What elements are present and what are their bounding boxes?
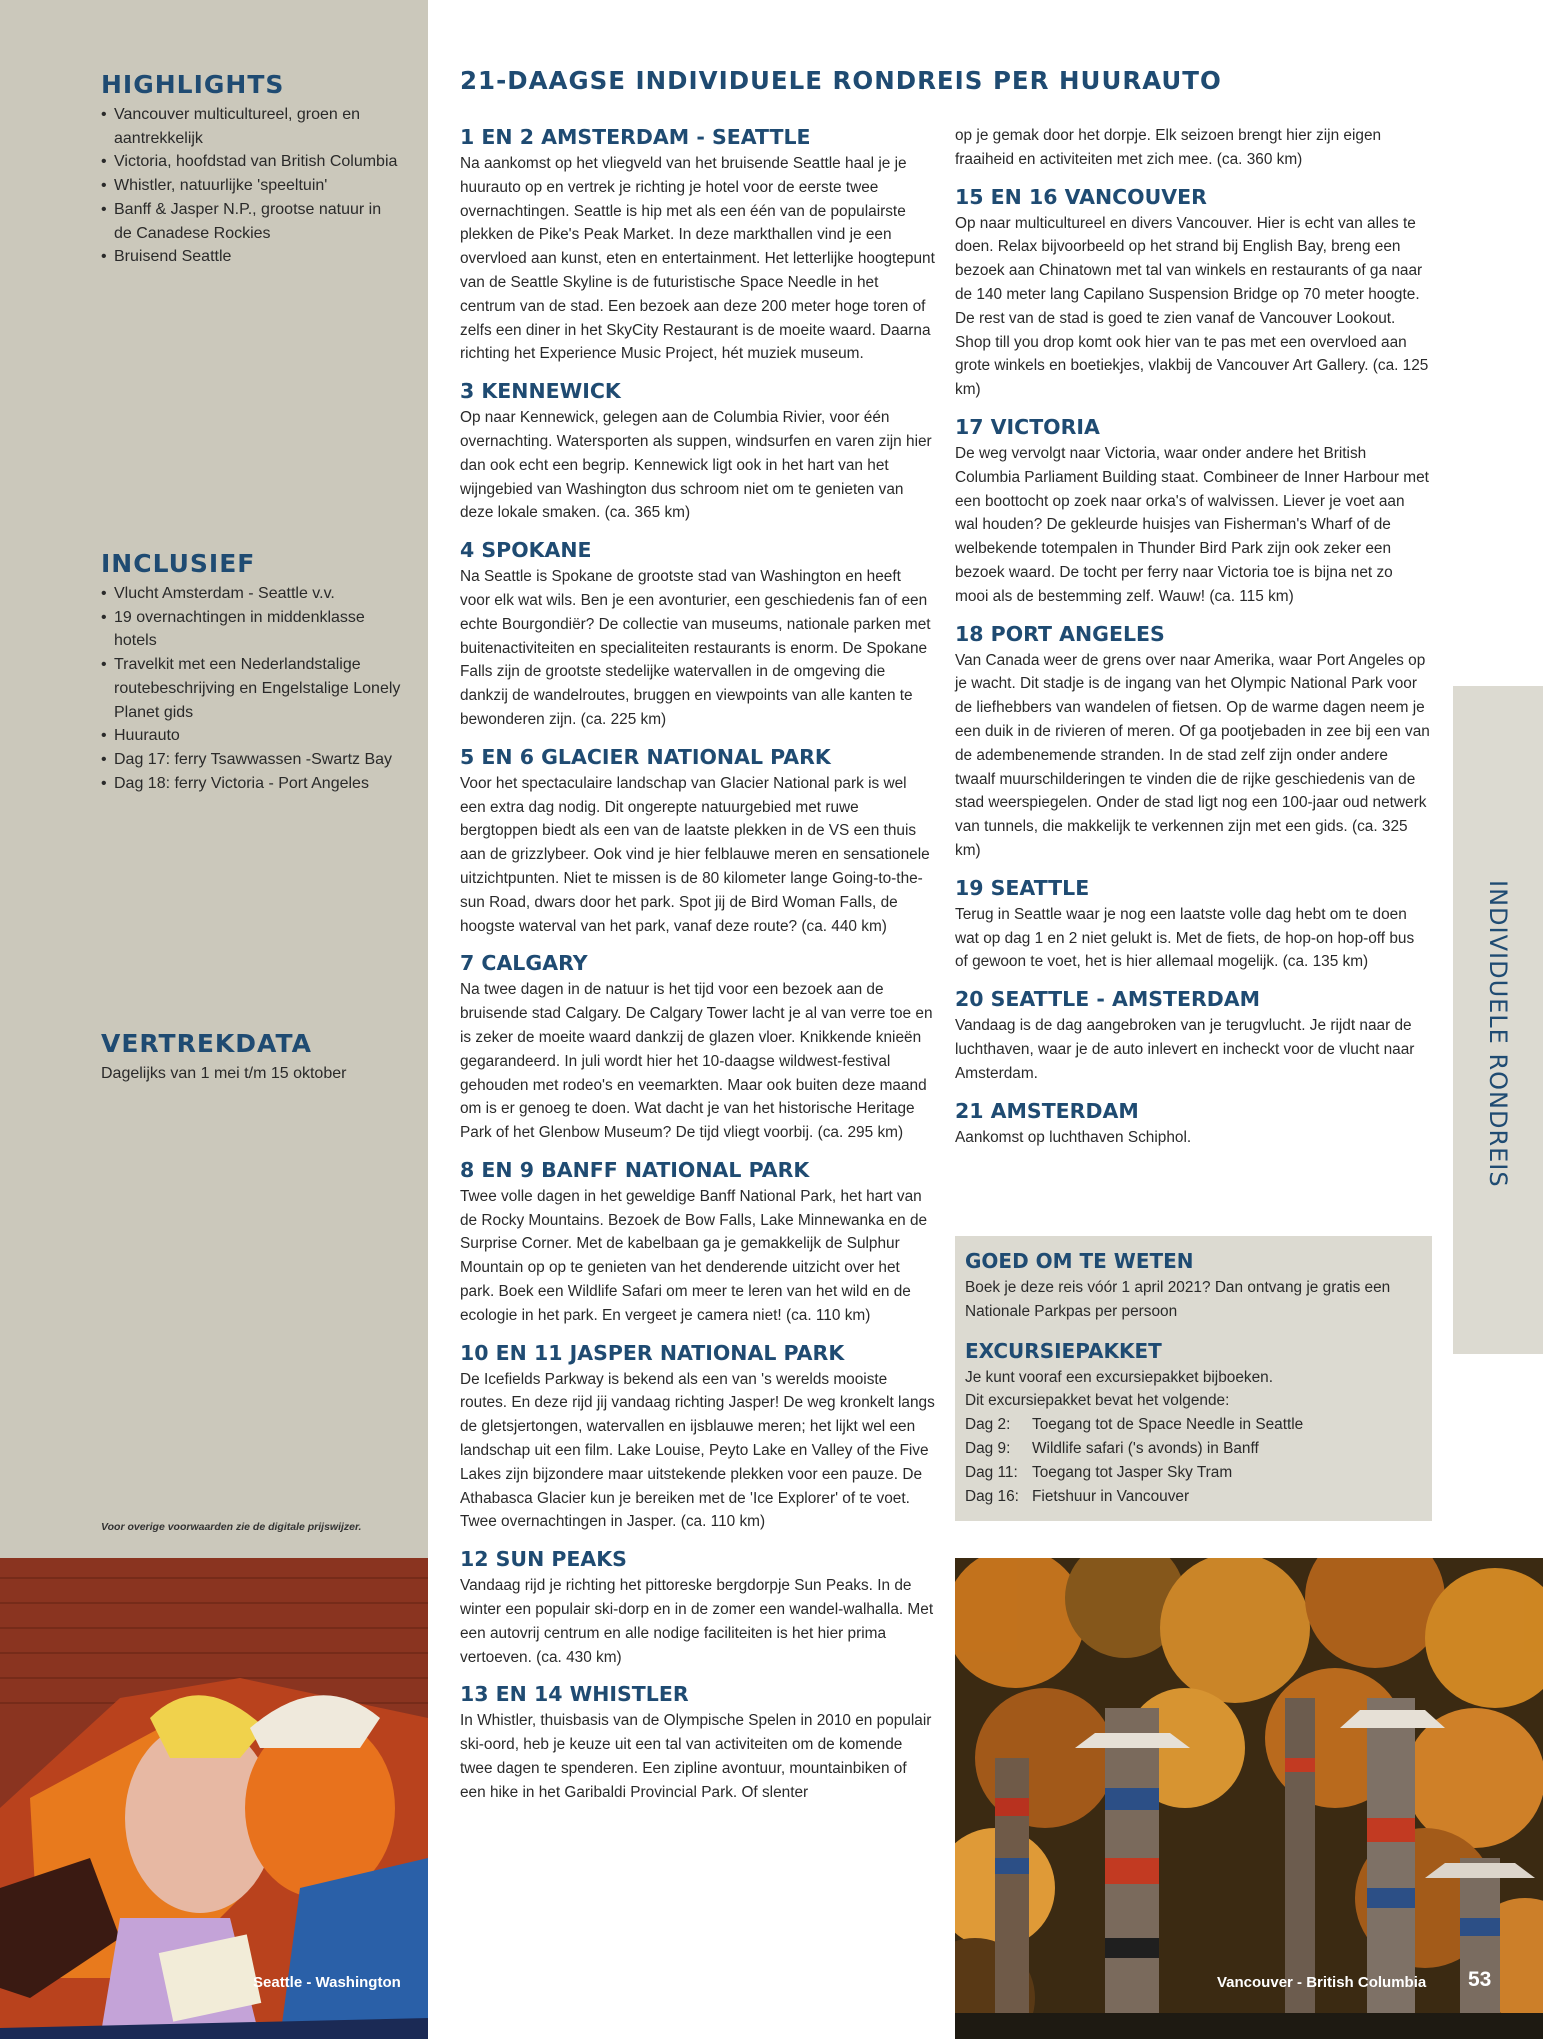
day-text: Op naar multicultureel en divers Vancouver. Hier is echt van alles te doen. Relax bijvoorbeeld op het strand bij English Bay, breng een bezoek aan Chinatown met tal van winkels en restaurants of ga naar de 140 meter lang Capilano Suspension Bridge op 70 meter hoogte. De rest van de stad is goed te zien vanaf de Vancouver Lookout. Shop till you drop komt ook hier van te pas met een overvloed aan grote winkels en boetiekjes, vlakbij de Vancouver Art Gallery. (ca. 125 km) — [955, 214, 1429, 399]
day-text: op je gemak door het dorpje. Elk seizoen brengt hier zijn eigen fraaiheid en activiteiten met zich mee. (ca. 360 km) — [955, 127, 1382, 168]
list-item: • Dag 18: ferry Victoria - Port Angeles — [101, 772, 401, 796]
day-text: In Whistler, thuisbasis van de Olympische Spelen in 2010 en populair ski-oord, heb je keuze uit een tal van activiteiten om de komende twee dagen te spenderen. Een zipline avontuur, mountainbiken of een hike in het Garibaldi Provincial Park. Of slenter — [460, 1712, 932, 1801]
day-text: Na aankomst op het vliegveld van het bruisende Seattle haal je je huurauto op en vertrek je richting je hotel voor de eerste twee overnachtingen. Seattle is hip met als een één van de populairste plekken de Pike's Peak Market. In deze markthallen vind je een overvloed aan kunst, eten en entertainment. Het letterlijke hoogtepunt van de Seattle Skyline is de futuristische Space Needle in het centrum van de stad. Een bezoek aan deze 200 meter hoge toren of zelfs een diner in het SkyCity Restaurant is de moeite waard. Daarna richting het Experience Music Project, hét muziek museum. — [460, 155, 935, 363]
day-text: Op naar Kennewick, gelegen aan de Columbia Rivier, voor één overnachting. Watersporten als suppen, windsurfen en varen zijn hier dan ook echt een begrip. Kennewick ligt ook in het hart van het wijngebied van Washington dus schroom niet om te genieten van deze lokale smaken. (ca. 365 km) — [460, 409, 932, 522]
day-text: Twee volle dagen in het geweldige Banff National Park, het hart van de Rocky Mountains. Bezoek de Bow Falls, Lake Minnewanka en de Surprise Corner. Met de kabelbaan ga je gemakkelijk de Sulphur Mountain op op te genieten van het denderende uitzicht over het park. Boek een Wildlife Safari om meer te leren van het wild en de ecologie in het park. En vergeet je camera niet! (ca. 110 km) — [460, 1187, 928, 1324]
day-heading: 19 SEATTLE — [955, 875, 1090, 900]
day-section — [460, 950, 935, 1145]
excursion-text: Toegang tot Jasper Sky Tram — [1032, 1463, 1233, 1481]
vancouver-totem-photo — [955, 1558, 1543, 2039]
itinerary-column-right — [955, 124, 1430, 1161]
list-item: • 19 overnachtingen in middenklasse hotels — [101, 606, 401, 653]
day-heading: 4 SPOKANE — [460, 538, 592, 563]
photo-caption-right: Vancouver - British Columbia — [1217, 1974, 1427, 1991]
day-heading: 13 EN 14 WHISTLER — [460, 1682, 689, 1707]
section-tab-label: INDIVIDUELE RONDREIS — [1484, 880, 1512, 1188]
day-section — [955, 875, 1430, 974]
conditions-note: Voor overige voorwaarden zie de digitale prijswijzer. — [101, 1521, 362, 1533]
excursion-intro-2: Dit excursiepakket bevat het volgende: — [965, 1392, 1230, 1410]
day-text: Na twee dagen in de natuur is het tijd voor een bezoek aan de bruisende stad Calgary. De Calgary Tower lacht je al van verre toe en is zeker de moeite waard dankzij de glazen vloer. Knikkende knieën gegarandeerd. In juli wordt hier het 10-daagse wildwest-festival gehouden met rodeo's en veemarkten. Maar ook buiten deze maand om is er genoeg te doen. Wat dacht je van het historische Heritage Park of het Glenbow Museum? De tijd vliegt voorbij. (ca. 295 km) — [460, 981, 933, 1142]
inclusief-section — [101, 549, 401, 795]
day-section — [955, 986, 1430, 1085]
day-heading: 10 EN 11 JASPER NATIONAL PARK — [460, 1340, 845, 1365]
vertrekdata-heading: VERTREKDATA — [101, 1029, 312, 1058]
day-text: Aankomst op luchthaven Schiphol. — [955, 1128, 1192, 1146]
day-text: Terug in Seattle waar je nog een laatste volle dag hebt om te doen wat op dag 1 en 2 niet gelukt is. Met de fiets, de hop-on hop-off bus of gewoon te voet, het is hier allemaal mogelijk. (ca. 135 km) — [955, 905, 1415, 971]
vertrekdata-section — [101, 1029, 401, 1086]
day-heading: 3 KENNEWICK — [460, 379, 621, 404]
day-section — [955, 621, 1430, 863]
list-item: • Vancouver multicultureel, groen en aantrekkelijk — [101, 103, 401, 150]
day-section — [460, 744, 935, 939]
day-section — [460, 1157, 935, 1328]
good-to-know-text: Boek je deze reis vóór 1 april 2021? Dan ontvang je gratis een Nationale Parkpas per persoon — [965, 1279, 1391, 1320]
day-continuation — [955, 124, 1430, 172]
excursion-heading: EXCURSIEPAKKET — [965, 1338, 1162, 1363]
list-item: • Travelkit met een Nederlandstalige routebeschrijving en Engelstalige Lonely Planet gids — [101, 653, 401, 724]
day-section — [955, 184, 1430, 402]
excursion-day: Dag 11: — [965, 1463, 1018, 1481]
excursion-day: Dag 9: — [965, 1439, 1011, 1457]
excursion-item — [965, 1437, 1422, 1461]
day-text: De weg vervolgt naar Victoria, waar onder andere het British Columbia Parliament Building staat. Combineer de Inner Harbour met een boottocht op zoek naar orka's of walvissen. Liever je voet aan wal houden? De gekleurde huisjes van Fisherman's Wharf of de welbekende totempalen in Thunder Bird Park zijn ook zeker een bezoek waard. De tocht per ferry naar Victoria toe is bijna net zo mooi als de bestemming zelf. Wauw! (ca. 115 km) — [955, 444, 1429, 605]
day-section — [460, 378, 935, 525]
day-text: De Icefields Parkway is bekend als een van 's werelds mooiste routes. En deze rijd jij vandaag richting Jasper! De weg kronkelt langs de gletsjertongen, watervallen en ijsblauwe meren; het lijkt wel een landschap uit een film. Lake Louise, Peyto Lake en Valley of the Five Lakes zijn bijzondere maar uitstekende plekken voor een pauze. De Athabasca Glacier kun je bereiken met de 'Ice Explorer' of te voet. Twee overnachtingen in Jasper. (ca. 110 km) — [460, 1370, 935, 1531]
day-heading: 15 EN 16 VANCOUVER — [955, 184, 1207, 209]
day-heading: 5 EN 6 GLACIER NATIONAL PARK — [460, 744, 831, 769]
day-heading: 7 CALGARY — [460, 951, 588, 976]
info-box — [955, 1236, 1432, 1521]
vertrekdata-text: Dagelijks van 1 mei t/m 15 oktober — [101, 1065, 347, 1082]
excursion-item — [965, 1413, 1422, 1437]
excursion-text: Wildlife safari ('s avonds) in Banff — [1032, 1439, 1259, 1457]
highlights-list — [101, 103, 401, 269]
highlights-heading: HIGHLIGHTS — [101, 70, 285, 99]
list-item: • Huurauto — [101, 724, 401, 748]
day-heading: 12 SUN PEAKS — [460, 1547, 627, 1572]
inclusief-list — [101, 582, 401, 795]
day-text: Vandaag rijd je richting het pittoreske bergdorpje Sun Peaks. In de winter een populair ski-dorp en in de zomer een wandel-walhalla. Met een autovrij centrum en alle nodige faciliteiten is het hier prima vertoeven. (ca. 430 km) — [460, 1577, 934, 1666]
list-item: • Dag 17: ferry Tsawwassen -Swartz Bay — [101, 748, 401, 772]
day-heading: 17 VICTORIA — [955, 414, 1100, 439]
list-item: • Banff & Jasper N.P., grootse natuur in de Canadese Rockies — [101, 198, 401, 245]
list-item: • Victoria, hoofdstad van British Columbia — [101, 150, 401, 174]
excursion-text: Fietshuur in Vancouver — [1032, 1487, 1190, 1505]
day-heading: 18 PORT ANGELES — [955, 621, 1165, 646]
excursion-intro: Je kunt vooraf een excursiepakket bijboeken. — [965, 1368, 1274, 1386]
list-item: • Vlucht Amsterdam - Seattle v.v. — [101, 582, 401, 606]
seattle-mural-photo — [0, 1558, 428, 2039]
day-text: Vandaag is de dag aangebroken van je terugvlucht. Je rijdt naar de luchthaven, waar je de auto inlevert en incheckt voor de vlucht naar Amsterdam. — [955, 1017, 1415, 1082]
day-section — [460, 537, 935, 732]
day-heading: 8 EN 9 BANFF NATIONAL PARK — [460, 1157, 810, 1182]
day-heading: 1 EN 2 AMSTERDAM - SEATTLE — [460, 125, 811, 149]
excursion-day: Dag 2: — [965, 1416, 1011, 1434]
day-section — [955, 414, 1430, 609]
day-text: Voor het spectaculaire landschap van Glacier National park is wel een extra dag nodig. Dit ongerepte natuurgebied met ruwe bergtoppen biedt als een van de laatste plekken in de VS een thuis aan de grizzlybeer. Ook vind je hier felblauwe meren en sensationele uitzichtpunten. Niet te missen is de 80 kilometer lange Going-to-the-sun Road, dwars door het park. Spot jij de Bird Woman Falls, de hoogste waterval van het park, vanaf deze route? (ca. 440 km) — [460, 774, 930, 935]
page-number: 53 — [1468, 1968, 1492, 1991]
excursion-day: Dag 16: — [965, 1487, 1019, 1505]
excursion-text: Toegang tot de Space Needle in Seattle — [1032, 1416, 1304, 1434]
day-section — [460, 1340, 935, 1535]
day-section — [955, 1098, 1430, 1150]
list-item: • Bruisend Seattle — [101, 245, 401, 269]
excursion-item — [965, 1461, 1422, 1485]
day-section — [460, 1546, 935, 1669]
day-section — [460, 1681, 935, 1804]
list-item: • Whistler, natuurlijke 'speeltuin' — [101, 174, 401, 198]
day-section — [460, 124, 935, 366]
photo-caption-left: Seattle - Washington — [253, 1974, 401, 1991]
excursion-item — [965, 1485, 1422, 1509]
itinerary-column-left — [460, 124, 935, 1817]
day-text: Van Canada weer de grens over naar Amerika, waar Port Angeles op je wacht. Dit stadje is de ingang van het Olympic National Park voor de liefhebbers van wandelen of fietsen. Op de warme dagen neem je een duik in de rivieren of meren. Of ga pootjebaden in zee bij een van de adembenemende stranden. In de stad zelf zijn onder andere twaalf muurschilderingen te vinden die de rijke geschiedenis van de stad weerspiegelen. Onder de stad ligt nog een 100-jaar oud netwerk van tunnels, die makkelijk te verkennen zijn met een gids. (ca. 325 km) — [955, 651, 1430, 859]
day-heading: 20 SEATTLE - AMSTERDAM — [955, 987, 1261, 1012]
page-title: 21-DAAGSE INDIVIDUELE RONDREIS PER HUURAUTO — [460, 66, 1222, 95]
inclusief-heading: INCLUSIEF — [101, 549, 256, 578]
day-text: Na Seattle is Spokane de grootste stad van Washington en heeft voor elk wat wils. Ben je een avonturier, een geschiedenis fan of een echte Bourgondiër? De collectie van museums, nationale parken met buitenactiviteiten en specialiteiten restaurants is enorm. De Spokane Falls zijn de grootste stedelijke watervallen in de omgeving die dankzij de wandelroutes, bruggen en viewpoints van alle kanten te bewonderen zijn. (ca. 225 km) — [460, 568, 931, 728]
good-to-know-heading: GOED OM TE WETEN — [965, 1249, 1194, 1273]
day-heading: 21 AMSTERDAM — [955, 1098, 1139, 1123]
highlights-section — [101, 70, 401, 269]
